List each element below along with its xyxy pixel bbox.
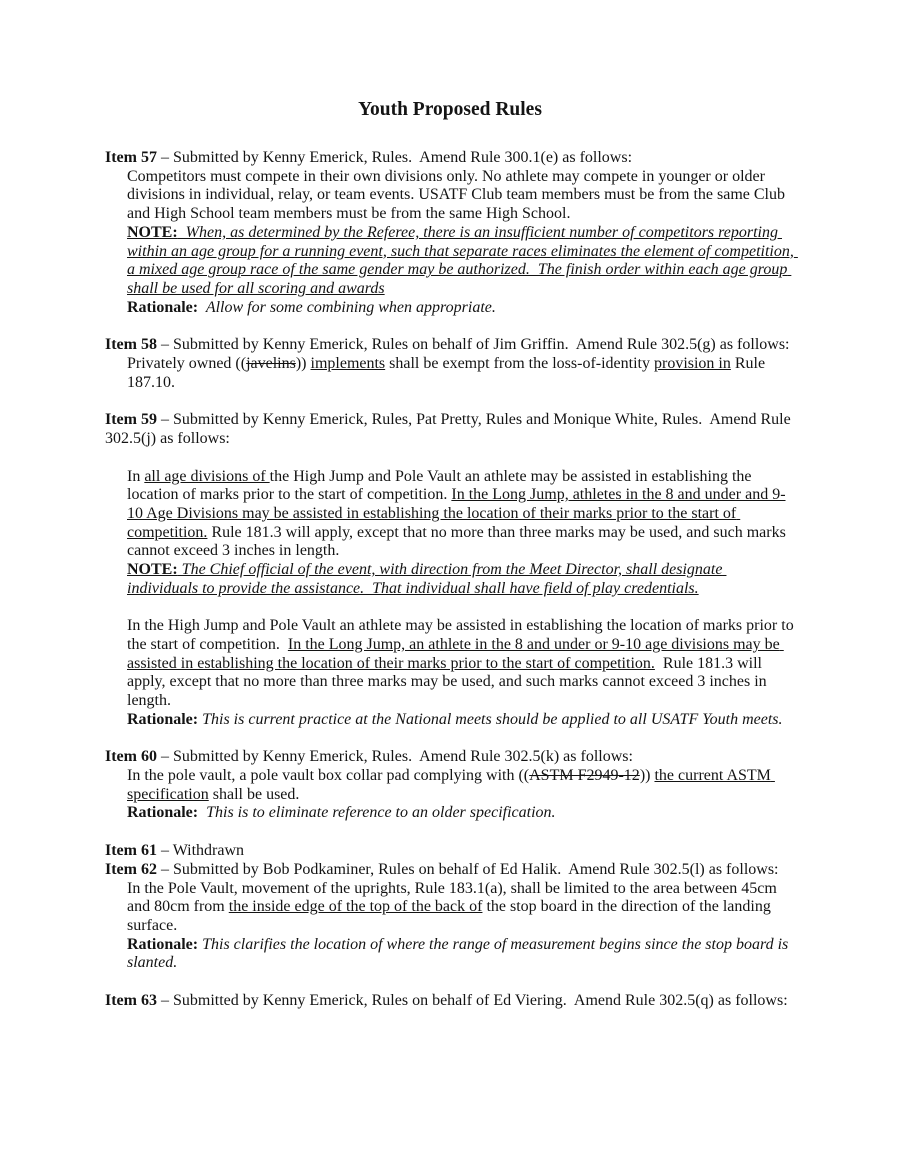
- text-run: )): [295, 355, 311, 373]
- paragraph: [105, 411, 795, 448]
- text-run: ASTM F2949-12: [529, 767, 640, 785]
- paragraph: [105, 336, 795, 355]
- paragraph: [127, 561, 795, 598]
- paragraph: [127, 355, 795, 392]
- text-run: Item 63: [105, 992, 157, 1010]
- paragraph: [105, 149, 795, 168]
- text-run: Rule 187.10.: [127, 355, 770, 391]
- document-title: Youth Proposed Rules: [358, 99, 542, 120]
- paragraph: [127, 880, 795, 936]
- text-run: the current ASTM specification: [127, 767, 775, 803]
- text-run: Item 62: [105, 860, 157, 878]
- text-run: Item 60: [105, 748, 157, 766]
- text-run: – Submitted by Bob Podkaminer, Rules on behalf of Ed Halik. Amend Rule 302.5(l) as follows:: [156, 860, 779, 878]
- paragraph: [127, 617, 798, 711]
- text-run: Allow for some combining when appropriate.: [198, 298, 496, 316]
- paragraph: [127, 767, 795, 804]
- text-run: Rule 181.3 will apply, except that no more than three marks may be used, and such marks cannot exceed 3 inches in length.: [127, 523, 790, 560]
- paragraph: [105, 748, 795, 767]
- paragraph: [127, 804, 795, 823]
- paragraph: [127, 468, 795, 562]
- item-63: [105, 992, 795, 1011]
- item-62: [105, 861, 795, 973]
- text-run: shall be exempt from the loss-of-identity: [385, 355, 654, 373]
- paragraph: [105, 992, 795, 1011]
- item-61: [105, 842, 795, 861]
- item-57: [105, 149, 798, 317]
- paragraph: [127, 711, 795, 730]
- text-run: In the High Jump and Pole Vault an athlete may be assisted in establishing the location of marks prior to the start of competition.: [127, 617, 798, 653]
- text-run: – Submitted by Kenny Emerick, Rules. Amend Rule 300.1(e) as follows:: [156, 149, 633, 166]
- text-run: all age divisions of: [144, 467, 270, 485]
- text-run: provision in: [653, 355, 731, 373]
- text-run: the High Jump and Pole Vault an athlete may be assisted in establishing the location of marks prior to the start of competition.: [127, 467, 756, 504]
- text-run: NOTE:: [127, 223, 178, 241]
- document-body: [105, 149, 798, 1011]
- text-run: Item 61: [105, 842, 157, 860]
- text-run: Privately owned ((: [127, 355, 247, 373]
- text-run: In the Pole Vault, movement of the uprights, Rule 183.1(a), shall be limited to the area between 45cm and 80cm from: [127, 879, 781, 916]
- paragraph: [105, 861, 795, 880]
- text-run: Item 57: [105, 149, 157, 166]
- text-run: – Submitted by Kenny Emerick, Rules. Amend Rule 302.5(k) as follows:: [156, 748, 633, 766]
- text-run: In the pole vault, a pole vault box collar pad complying with ((: [127, 767, 530, 785]
- item-59: [105, 411, 798, 729]
- text-run: the inside edge of the top of the back of: [228, 898, 483, 916]
- text-run: – Submitted by Kenny Emerick, Rules on behalf of Jim Griffin. Amend Rule 302.5(g) as follows:: [156, 336, 790, 354]
- text-run: the stop board in the direction of the landing surface.: [127, 898, 775, 934]
- text-run: – Withdrawn: [156, 842, 245, 860]
- text-run: This is to eliminate reference to an older specification.: [198, 804, 556, 822]
- text-run: NOTE:: [127, 561, 178, 579]
- text-run: Item 59: [105, 411, 157, 429]
- text-run: In: [127, 467, 145, 485]
- text-run: )): [639, 767, 655, 785]
- blank-line: [105, 449, 795, 468]
- text-run: The Chief official of the event, with direction from the Meet Director, shall designate individuals to provide the assistance. That individual shall have field of play credentials.: [127, 561, 727, 597]
- paragraph: [127, 936, 795, 973]
- text-run: Competitors must compete in their own divisions only. No athlete may compete in younger or older divisions in individual, relay, or team events. USATF Club team members must be from the same Club and High School team members must be from the same High School.: [127, 167, 789, 223]
- text-run: This clarifies the location of where the range of measurement begins since the stop board is slanted.: [127, 935, 793, 972]
- paragraph: [127, 299, 795, 318]
- text-run: This is current practice at the National meets should be applied to all USATF Youth meets.: [198, 710, 783, 728]
- text-run: Rule 181.3 will apply, except that no more than three marks may be used, and such marks cannot exceed 3 inches in length.: [127, 654, 771, 709]
- item-58: [105, 336, 795, 392]
- text-run: When, as determined by the Referee, there is an insufficient number of competitors reporting within an age group for a running event, such that separate races eliminates the element of competition, a mixed age group race of the same gender may be authorized. The finish order within each age group shall be used for all scoring and awards: [127, 223, 798, 297]
- paragraph: [127, 168, 795, 224]
- text-run: – Submitted by Kenny Emerick, Rules, Pat Pretty, Rules and Monique White, Rules. Amend Rule 302.5(j) as follows:: [105, 411, 795, 448]
- text-run: – Submitted by Kenny Emerick, Rules on behalf of Ed Viering. Amend Rule 302.5(q) as follows:: [156, 992, 788, 1010]
- text-run: javelins: [246, 355, 296, 373]
- text-run: implements: [310, 355, 386, 373]
- text-run: Rationale:: [127, 935, 199, 953]
- paragraph: [127, 223, 798, 299]
- text-run: Item 58: [105, 336, 157, 354]
- text-run: In the Long Jump, an athlete in the 8 and under or 9-10 age divisions may be assisted in establishing the location of their marks prior to the start of competition.: [127, 635, 784, 672]
- text-run: Rationale:: [127, 298, 199, 316]
- blank-line: [105, 598, 795, 617]
- text-run: In the Long Jump, athletes in the 8 and under and 9-10 Age Divisions may be assisted in establishing the location of their marks prior to the start of competition.: [127, 486, 786, 541]
- item-60: [105, 748, 795, 823]
- text-run: shall be used.: [208, 785, 300, 803]
- text-run: Rationale:: [127, 804, 199, 822]
- paragraph: [105, 842, 795, 861]
- text-run: Rationale:: [127, 710, 199, 728]
